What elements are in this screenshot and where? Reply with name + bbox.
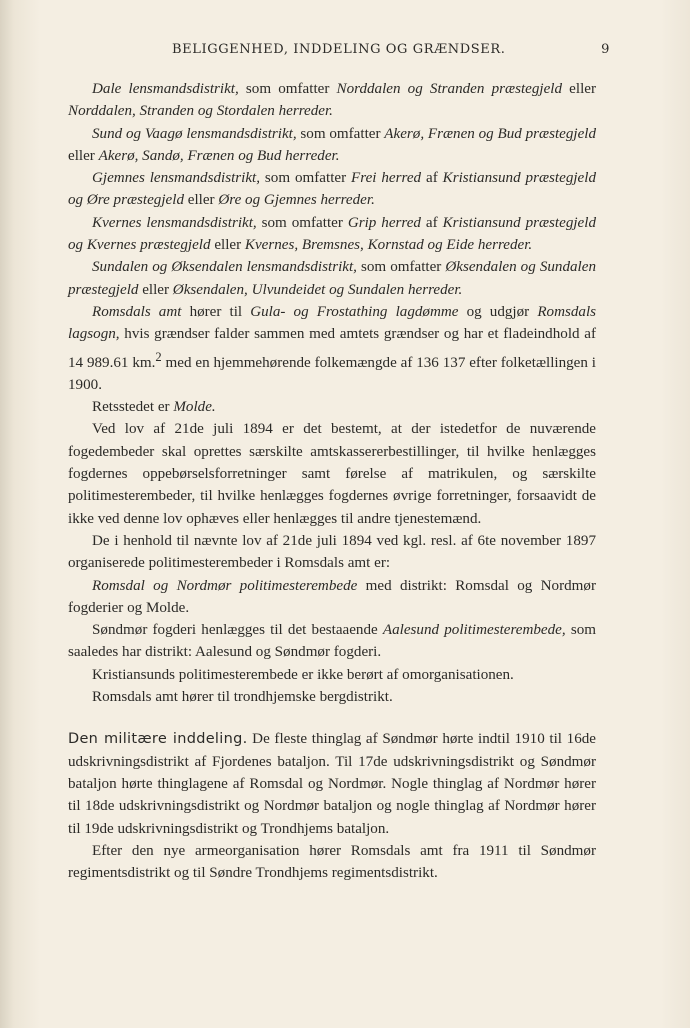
section-gap	[68, 708, 596, 728]
paragraph-militaere: Den militære inddeling. De fleste thinglag af Søndmør hørte indtil 1910 til 16de udskrivningsdistrikt af Fjordenes bataljon. Til 17de udskrivningsdistrikt og Søndmør bataljon hørte thinglagene af Romsdal og Nordmør. Nogle thinglag af Nordmør hører til 18de udskrivningsdistrikt og Nordmør bataljon og nogle thinglag af Nordmør hører til 19de udskrivningsdistrikt og Trondhjems bataljon.	[68, 731, 596, 837]
paragraph-lov-1894: Ved lov af 21de juli 1894 er det bestemt, at der istedetfor de nuværende fogedembeder skal oprettes særskilte amtskassererbestillinger, til hvilke henlægges fogdernes oppebørselsforretninger samt førelse af matrikulen, og særskilte politimesterembeder, til hvilke henlægges fogdernes øvrige forretninger, forsaavidt de ikke ved denne lov ophæves eller henlægges til andre tjenestemænd.	[68, 421, 596, 527]
paragraph-sund-vaago: Sund og Vaagø lensmandsdistrikt, som omfatter Akerø, Frænen og Bud præstegjeld eller Akerø, Sandø, Frænen og Bud herreder.	[68, 125, 597, 164]
paragraph-dale: Dale lensmandsdistrikt, som omfatter Norddalen og Stranden præstegjeld eller Norddalen, Stranden og Stordalen herreder.	[68, 81, 596, 120]
paragraph-romsdal-nordmor: Romsdal og Nordmør politimesterembede med distrikt: Romsdal og Nordmør fogderier og Molde.	[68, 577, 596, 616]
paragraph-sondmor: Søndmør fogderi henlægges til det bestaaende Aalesund politimesterembede, som saaledes har distrikt: Aalesund og Søndmør fogderi.	[68, 622, 596, 661]
section-heading: Den militære inddeling.	[68, 731, 248, 748]
body-text	[68, 78, 596, 884]
paragraph-bergdistrikt: Romsdals amt hører til trondhjemske bergdistrikt.	[92, 689, 393, 706]
paragraph-retssted: Retsstedet er Molde.	[92, 399, 216, 416]
paragraph-romsdals-amt: Romsdals amt hører til Gula- og Frostathing lagdømme og udgjør Romsdals lagsogn, hvis grændser falder sammen med amtets grændser og har et fladeindhold af 14 989.61 km.$^2$ med en hjemmehørende folkemængde af 136 137 efter folketællingen i 1900.	[68, 303, 597, 393]
paragraph-kvernes: Kvernes lensmandsdistrikt, som omfatter Grip herred af Kristiansund præstegjeld og Kvernes præstegjeld eller Kvernes, Bremsnes, Kornstad og Eide herreder.	[68, 214, 596, 254]
paragraph-politimesterembeder: De i henhold til nævnte lov af 21de juli 1894 ved kgl. resl. af 6te november 1897 organiserede politimesterembeder i Romsdals amt er:	[68, 532, 596, 572]
paragraph-armeorganisation: Efter den nye armeorganisation hører Romsdals amt fra 1911 til Søndmør regimentsdistrikt og til Søndre Trondhjems regimentsdistrikt.	[68, 842, 596, 882]
paragraph-kristiansund: Kristiansunds politimesterembede er ikke berørt af omorganisationen.	[92, 666, 514, 683]
paragraph-sundalen: Sundalen og Øksendalen lensmandsdistrikt, som omfatter Øksendalen og Sundalen præstegjeld eller Øksendalen, Ulvundeidet og Sundalen herreder.	[68, 259, 596, 298]
page-number: 9	[601, 42, 610, 57]
paragraph-gjemnes: Gjemnes lensmandsdistrikt, som omfatter Frei herred af Kristiansund præstegjeld og Øre præstegjeld eller Øre og Gjemnes herreder.	[68, 170, 596, 209]
running-title: BELIGGENHED, INDDELING OG GRÆNDSER.	[172, 42, 506, 57]
